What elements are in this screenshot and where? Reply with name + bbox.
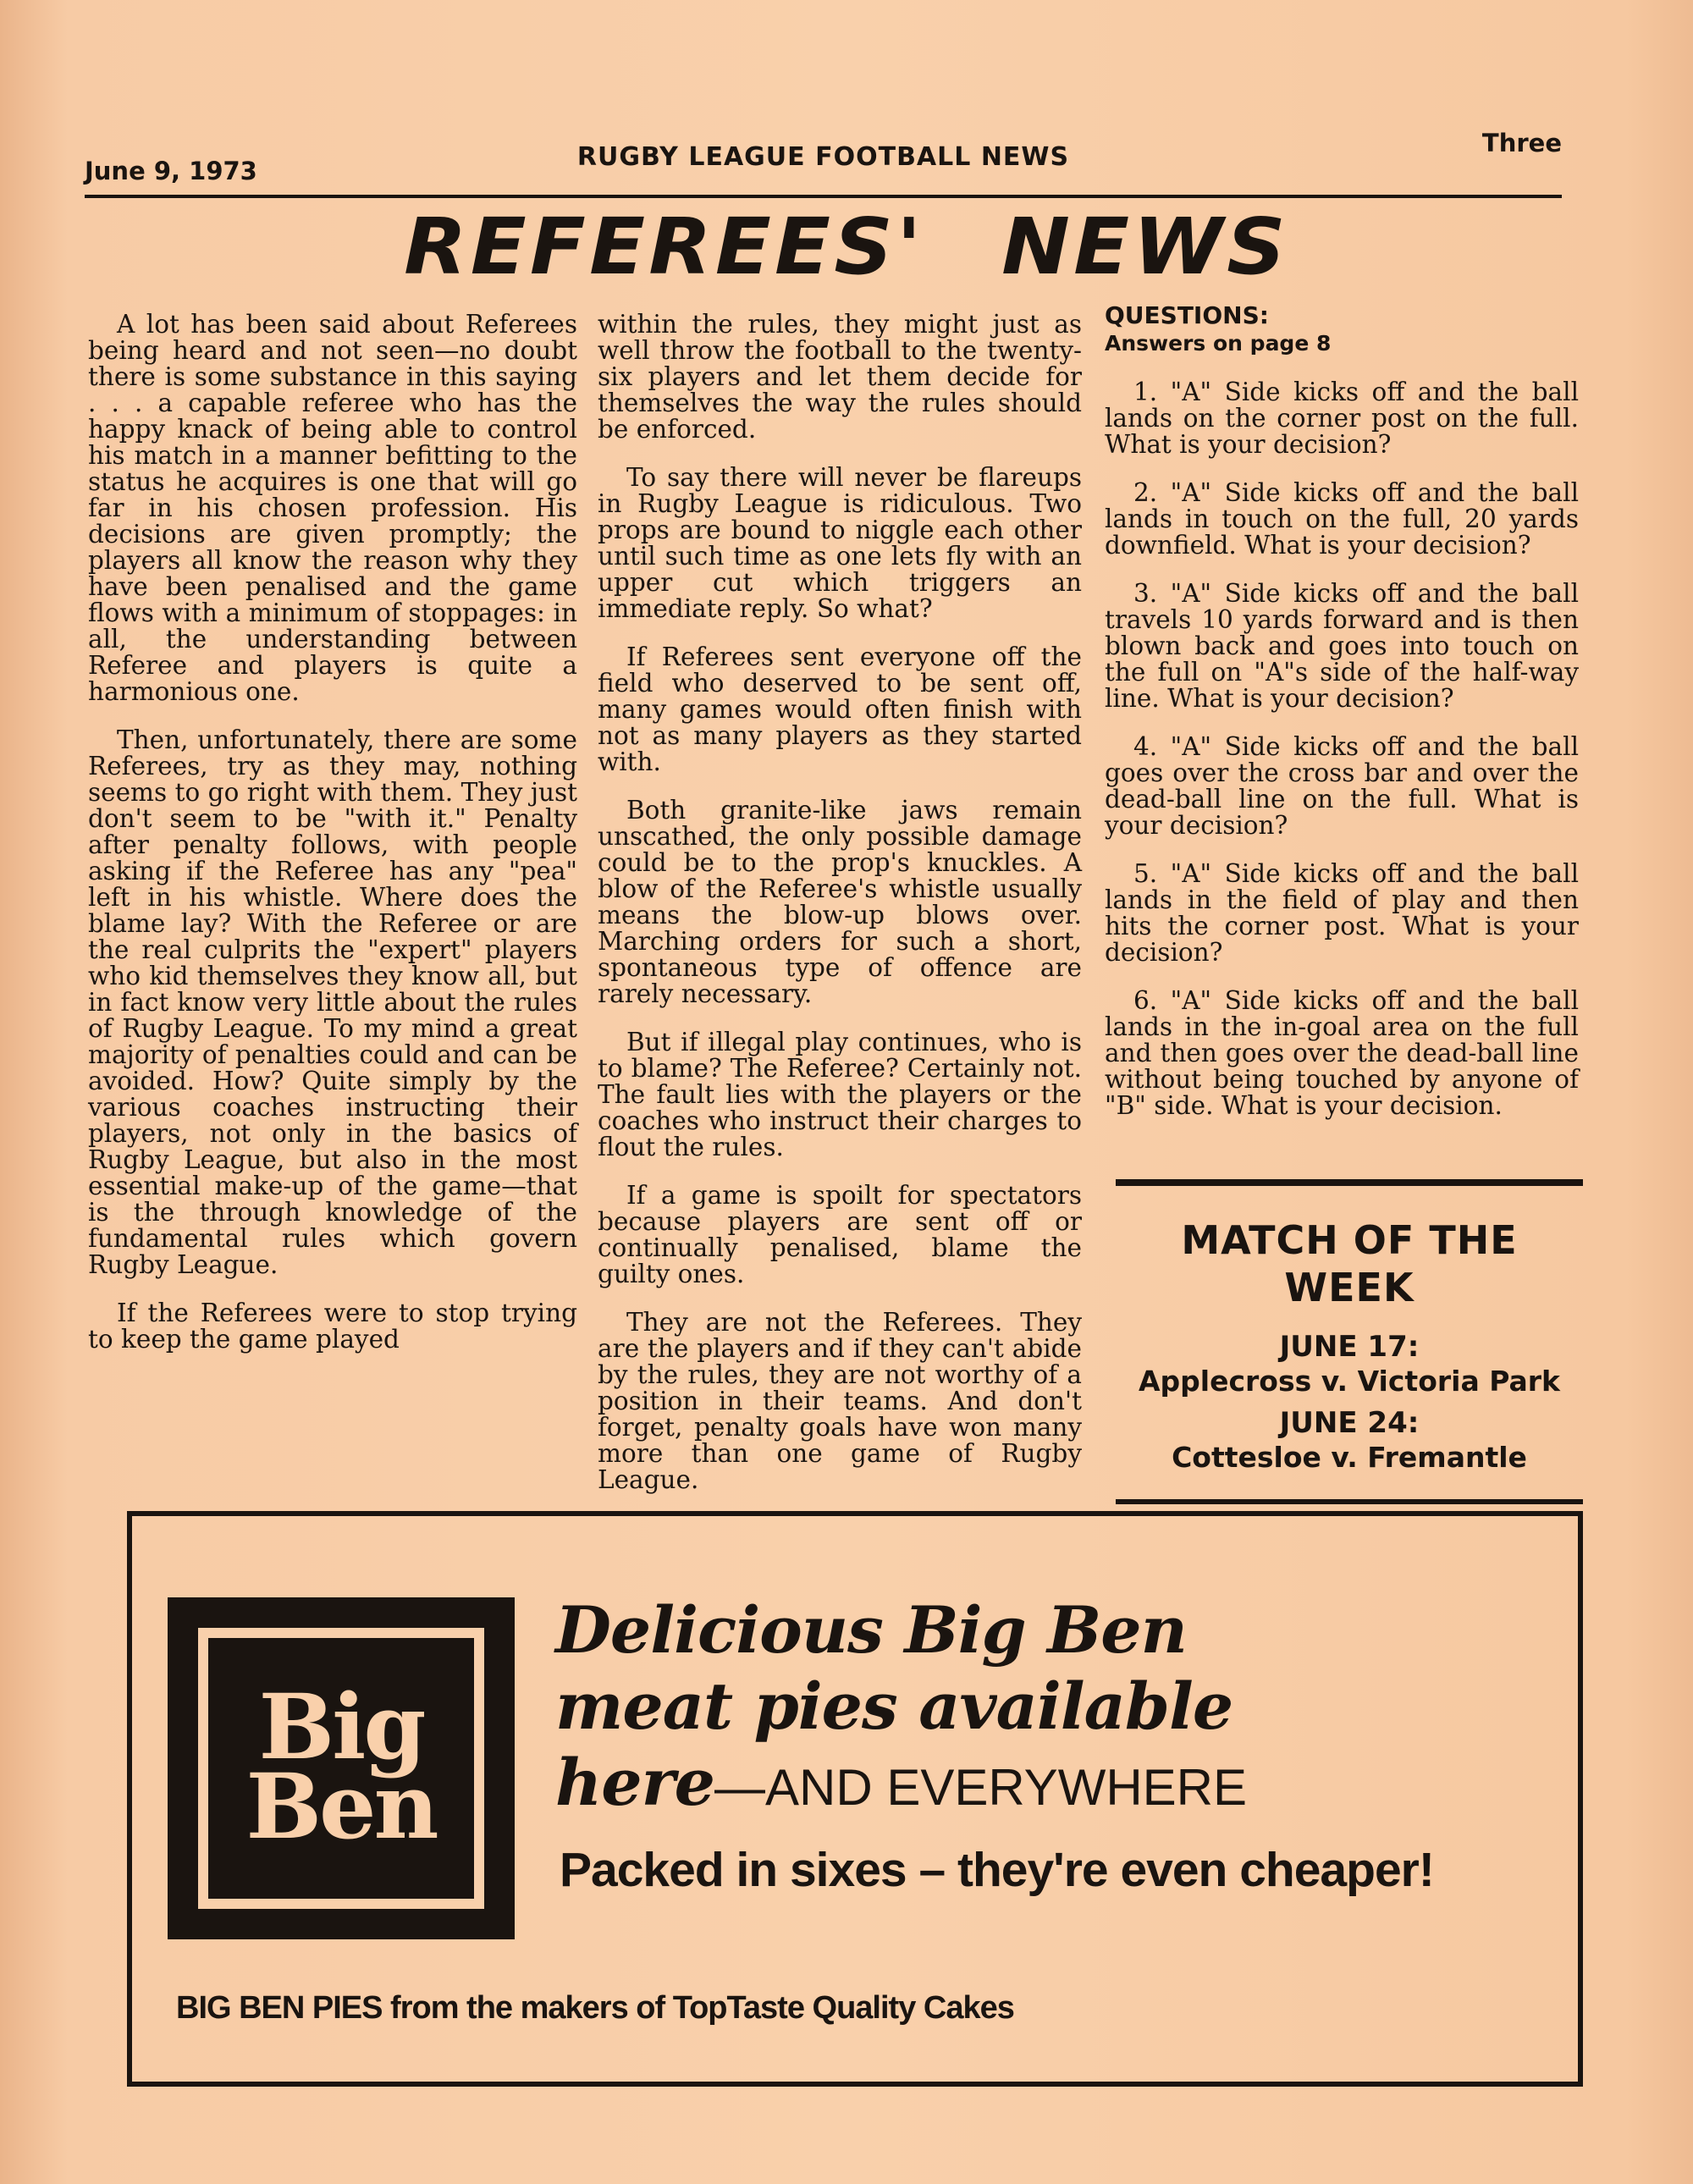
paragraph: Both granite-like jaws remain unscathed, the only possible damage could be to the prop's knuckles. A blow of the Referee's whistle usually means the blow-up blows over. Marching orders for such a short, spontaneous type of offence are rarely necessary.: [598, 796, 1082, 1008]
page-number: Three: [1481, 129, 1562, 157]
ad-subline: Packed in sixes – they're even cheaper!: [560, 1843, 1434, 1897]
paragraph: They are not the Referees. They are the players and if they can't abide by the rules, they are not worthy of a position in their teams. And don't forget, penalty goals have won many more than one game of Rugby League.: [598, 1308, 1082, 1494]
match-fixture: Applecross v. Victoria Park: [1138, 1365, 1560, 1398]
paragraph: A lot has been said about Referees being heard and not seen—no doubt there is some substance in this saying . . . a capable referee who has the happy knack of being able to control his match in a manner befitting to the status he acquires is one that will go far in his chosen profession. His decisions are given promptly; the players all know the reason why they have been penalised and the game flows with a minimum of stoppages: in all, the understanding between Referee and players is quite a harmonious one.: [88, 310, 577, 706]
paragraph: If a game is spoilt for spectators because players are sent off or continually penalised, blame the guilty ones.: [598, 1181, 1082, 1288]
paragraph: If Referees sent everyone off the field who deserved to be sent off, many games would often finish with not as many players as they started with.: [598, 643, 1082, 776]
question-item: 1. "A" Side kicks off and the ball lands on the corner post on the full. What is your decision?: [1105, 378, 1579, 459]
paragraph: If the Referees were to stop trying to keep the game played: [88, 1299, 577, 1354]
article-column-1: [88, 312, 577, 1375]
questions-column: [1105, 301, 1579, 1141]
ad-headline-line: Delicious Big Ben: [555, 1592, 1187, 1668]
paragraph: within the rules, they might just as well throw the football to the twenty-six players and let them decide for themselves the way the rules should be enforced.: [598, 310, 1082, 444]
ad-headline-plain: —AND EVERYWHERE: [714, 1759, 1248, 1816]
question-item: 6. "A" Side kicks off and the ball lands in the in-goal area on the full and then goes over the dead-ball line without being touched by anyone of "B" side. What is your decision.: [1105, 986, 1579, 1120]
match-date: JUNE 17:: [1279, 1330, 1420, 1364]
questions-heading: QUESTIONS:: [1105, 301, 1269, 329]
ad-headline-line: [555, 1745, 1554, 1826]
question-item: 3. "A" Side kicks off and the ball travels 10 yards forward and is then blown back and goes into touch on the full on "A"s side of the half-way line. What is your decision?: [1105, 579, 1579, 713]
advertisement: [127, 1511, 1583, 2087]
big-ben-logo: [168, 1597, 515, 1939]
match-of-week-title: MATCH OF THE WEEK: [1181, 1217, 1518, 1310]
section-headline: REFEREES' NEWS: [404, 201, 1289, 292]
answers-reference: Answers on page 8: [1105, 331, 1332, 356]
question-item: 5. "A" Side kicks off and the ball lands in the field of play and then hits the corner post. What is your decision?: [1105, 859, 1579, 967]
ad-headline: [555, 1592, 1554, 1826]
match-fixture: Cottesloe v. Fremantle: [1172, 1441, 1527, 1474]
ad-headline-script: here: [555, 1745, 715, 1820]
masthead: [85, 119, 1562, 198]
publication-title: RUGBY LEAGUE FOOTBALL NEWS: [576, 142, 1070, 172]
match-date: JUNE 24:: [1279, 1406, 1420, 1440]
article-column-2: [598, 312, 1082, 1515]
question-item: 4. "A" Side kicks off and the ball goes over the cross bar and over the dead-ball line on the full. What is your decision?: [1105, 732, 1579, 840]
paragraph: Then, unfortunately, there are some Referees, try as they may, nothing seems to go right with them. They just don't seem to be "with it." Penalty after penalty follows, with people asking if the Referee has any "pea" left in his whistle. Where does the blame lay? With the Referee or are the real culprits the "expert" players who kid themselves they know all, but in fact know very little about the rules of Rugby League. To my mind a great majority of penalties could and can be avoided. How? Quite simply by the various coaches instructing their players, not only in the basics of Rugby League, but also in the most essential make-up of the game—that is the through knowledge of the fundamental rules which govern Rugby League.: [88, 725, 577, 1279]
ad-footer: BIG BEN PIES from the makers of TopTaste Quality Cakes: [176, 1990, 1014, 2026]
ad-headline-line: meat pies available: [555, 1668, 1233, 1744]
match-of-week-box: [1116, 1179, 1583, 1504]
paragraph: But if illegal play continues, who is to blame? The Referee? Certainly not. The fault lies with the players or the coaches who instruct their charges to flout the rules.: [598, 1028, 1082, 1161]
question-item: 2. "A" Side kicks off and the ball lands in touch on the full, 20 yards downfield. What is your decision?: [1105, 478, 1579, 560]
issue-date: June 9, 1973: [85, 157, 257, 185]
logo-text: Big Ben: [208, 1638, 474, 1899]
paragraph: To say there will never be flareups in Rugby League is ridiculous. Two props are bound to niggle each other until such time as one lets fly with an upper cut which triggers an immediate reply. So what?: [598, 463, 1082, 623]
